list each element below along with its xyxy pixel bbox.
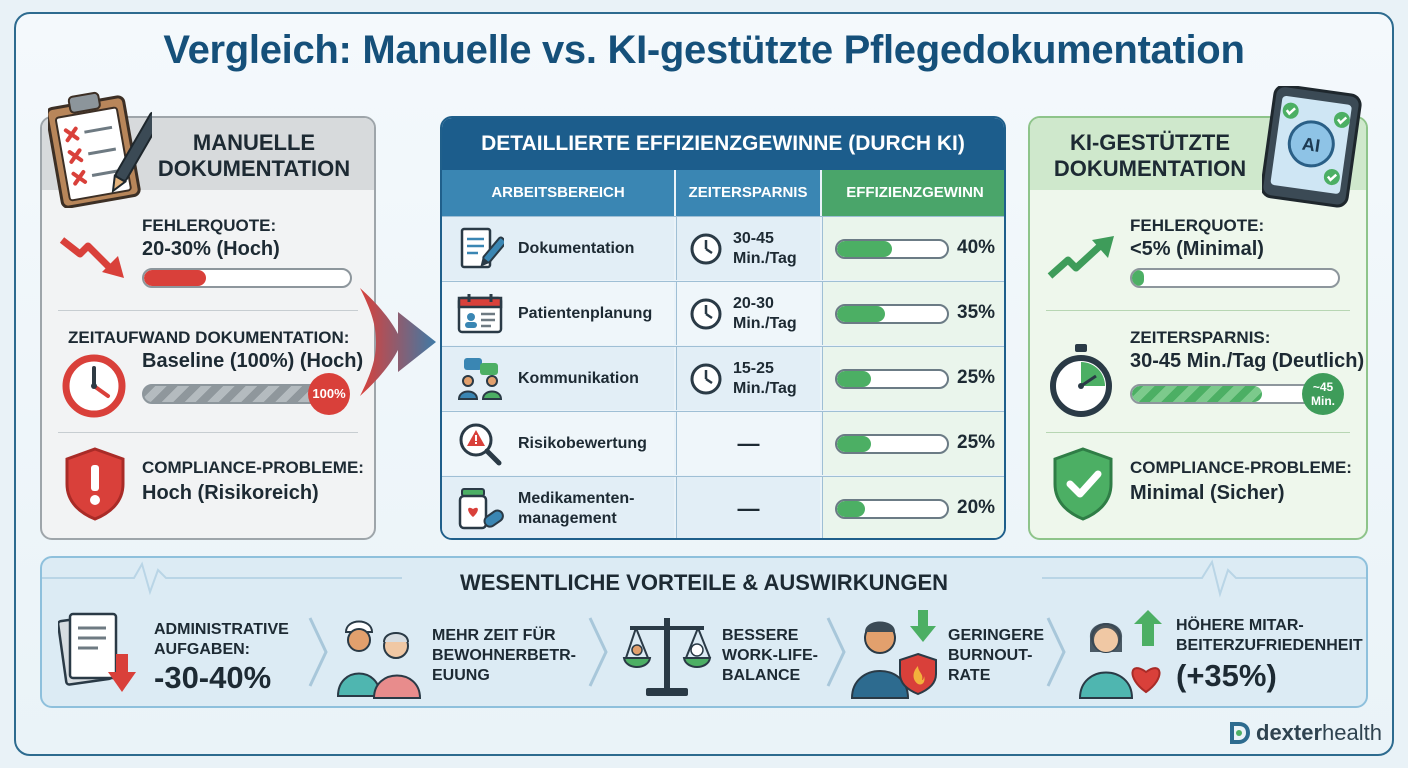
clock-icon bbox=[689, 297, 723, 331]
trend-down-icon bbox=[58, 232, 130, 282]
manual-compliance-metric bbox=[42, 436, 374, 540]
row-area-label: Medikamenten- management bbox=[518, 490, 635, 527]
manual-time-value: Baseline (100%) (Hoch) bbox=[142, 350, 364, 372]
divider bbox=[1046, 310, 1350, 311]
gain-bar bbox=[835, 499, 949, 519]
benefit-work-life bbox=[622, 610, 842, 706]
gain-bar bbox=[835, 304, 949, 324]
stopwatch-icon bbox=[1046, 342, 1116, 418]
benefit-text: MEHR ZEIT FÜR BEWOHNERBETR- EUUNG bbox=[432, 627, 576, 684]
time-dash: — bbox=[737, 430, 760, 456]
benefits-band bbox=[40, 556, 1368, 708]
manual-heading: MANUELLE DOKUMENTATION bbox=[157, 130, 351, 181]
gain-bar-fill bbox=[837, 306, 885, 322]
table-row: Kommunikation 15-25 Min./Tag 25% bbox=[442, 346, 1006, 410]
gain-percent: 35% bbox=[957, 302, 996, 323]
dexter-logo-icon bbox=[1228, 720, 1250, 746]
ai-error-bar-fill bbox=[1132, 270, 1144, 286]
manual-error-label: FEHLERQUOTE: bbox=[142, 216, 277, 235]
ai-time-value: 30-45 Min./Tag (Deutlich) bbox=[1130, 350, 1365, 372]
trend-up-icon bbox=[1046, 232, 1118, 282]
manual-error-value: 20-30% (Hoch) bbox=[142, 238, 280, 260]
check-shield-icon bbox=[1050, 446, 1116, 522]
benefit-admin bbox=[58, 610, 308, 706]
warning-magnifier-icon bbox=[456, 422, 504, 466]
warning-shield-icon bbox=[62, 446, 128, 522]
person-shield-icon bbox=[850, 610, 942, 700]
alarm-clock-icon bbox=[60, 350, 128, 418]
document-pen-icon bbox=[456, 227, 504, 271]
calendar-icon bbox=[456, 292, 504, 336]
chevron-right-icon bbox=[824, 616, 848, 688]
gain-bar bbox=[835, 434, 949, 454]
gain-bar-fill bbox=[837, 436, 871, 452]
svg-text:AI: AI bbox=[1300, 133, 1322, 157]
manual-compliance-label: COMPLIANCE-PROBLEME: bbox=[142, 458, 364, 477]
time-dash: — bbox=[737, 495, 760, 521]
gain-bar-fill bbox=[837, 241, 892, 257]
gain-bar bbox=[835, 239, 949, 259]
gain-bar-fill bbox=[837, 371, 871, 387]
benefit-resident-care bbox=[336, 610, 586, 706]
page-title: Vergleich: Manuelle vs. KI-gestützte Pflegedokumentation bbox=[163, 28, 1245, 72]
table-row bbox=[442, 476, 1006, 540]
ai-error-bar bbox=[1130, 268, 1340, 288]
gain-percent: 25% bbox=[957, 432, 996, 453]
clock-icon bbox=[689, 362, 723, 396]
chevron-right-icon bbox=[306, 616, 330, 688]
chevron-right-icon bbox=[586, 616, 610, 688]
manual-time-label: ZEITAUFWAND DOKUMENTATION: bbox=[68, 328, 350, 347]
table-row: Dokumentation 30-45 Min./Tag 40% bbox=[442, 216, 1006, 280]
benefit-text: BESSERE WORK-LIFE- BALANCE bbox=[722, 627, 818, 684]
manual-time-bar bbox=[142, 384, 332, 404]
ai-compliance-label: COMPLIANCE-PROBLEME: bbox=[1130, 458, 1352, 477]
row-area-label: Kommunikation bbox=[518, 370, 639, 387]
row-area-label: Risikobewertung bbox=[518, 435, 647, 452]
gain-bar bbox=[835, 369, 949, 389]
ai-time-bar-fill bbox=[1132, 386, 1262, 402]
clipboard-icon bbox=[48, 88, 152, 208]
efficiency-table bbox=[440, 116, 1006, 540]
table-row: Patientenplanung 20-30 Min./Tag 35% bbox=[442, 281, 1006, 345]
benefit-text: GERINGERE BURNOUT- RATE bbox=[948, 627, 1045, 684]
ai-error-label: FEHLERQUOTE: bbox=[1130, 216, 1265, 235]
divider bbox=[58, 432, 358, 433]
benefit-text: HÖHERE MITAR- BEITERZUFRIEDENHEIT bbox=[1176, 617, 1363, 654]
ai-compliance-metric bbox=[1030, 436, 1366, 540]
ai-compliance-value: Minimal (Sicher) bbox=[1130, 482, 1285, 504]
ai-time-bar bbox=[1130, 384, 1320, 404]
table-title: DETAILLIERTE EFFIZIENZGEWINNE (DURCH KI) bbox=[442, 118, 1004, 170]
ai-error-metric bbox=[1030, 198, 1366, 310]
benefit-value: -30-40% bbox=[154, 660, 272, 695]
manual-error-bar bbox=[142, 268, 352, 288]
transition-arrow-icon bbox=[358, 282, 438, 402]
gain-percent: 20% bbox=[957, 497, 996, 518]
benefits-title: WESENTLICHE VORTEILE & AUSWIRKUNGEN bbox=[459, 570, 949, 595]
medication-icon bbox=[456, 487, 504, 531]
gain-bar-fill bbox=[837, 501, 865, 517]
gain-percent: 40% bbox=[957, 237, 996, 258]
benefit-value: (+35%) bbox=[1176, 658, 1277, 693]
nurse-resident-icon bbox=[336, 610, 426, 700]
ai-time-metric bbox=[1030, 314, 1366, 426]
ai-time-label: ZEITERSPARNIS: bbox=[1130, 328, 1271, 347]
manual-time-badge: 100% bbox=[308, 373, 350, 415]
table-row bbox=[442, 411, 1006, 475]
divider bbox=[58, 310, 358, 311]
manual-time-bar-fill bbox=[144, 386, 330, 402]
ai-heading: KI-GESTÜTZTE DOKUMENTATION bbox=[1053, 130, 1247, 181]
benefit-text: ADMINISTRATIVE AUFGABEN: bbox=[154, 621, 289, 658]
nurse-heart-icon bbox=[1076, 610, 1170, 700]
chat-people-icon bbox=[456, 357, 504, 401]
row-area-label: Patientenplanung bbox=[518, 305, 653, 322]
ai-tablet-icon bbox=[1262, 86, 1366, 208]
manual-time-metric bbox=[42, 314, 374, 426]
documents-down-icon bbox=[58, 610, 142, 696]
chevron-right-icon bbox=[1044, 616, 1068, 688]
ai-error-value: <5% (Minimal) bbox=[1130, 238, 1264, 260]
benefit-satisfaction bbox=[1076, 610, 1366, 706]
manual-error-bar-fill bbox=[144, 270, 206, 286]
brand-logo: dexterhealth bbox=[1228, 718, 1382, 748]
table-header-area: ARBEITSBEREICH bbox=[442, 170, 674, 216]
scale-icon bbox=[622, 610, 712, 700]
gain-percent: 25% bbox=[957, 367, 996, 388]
table-header-time: ZEITERSPARNIS bbox=[676, 170, 820, 216]
table-header-gain: EFFIZIENZGEWINN bbox=[822, 170, 1006, 216]
ai-time-badge: ~45 Min. bbox=[1302, 373, 1344, 415]
manual-error-metric bbox=[42, 198, 374, 310]
manual-compliance-value: Hoch (Risikoreich) bbox=[142, 482, 319, 504]
table-body bbox=[442, 216, 1006, 540]
benefit-burnout bbox=[850, 610, 1050, 706]
divider bbox=[1046, 432, 1350, 433]
clock-icon bbox=[689, 232, 723, 266]
row-area-label: Dokumentation bbox=[518, 240, 635, 257]
